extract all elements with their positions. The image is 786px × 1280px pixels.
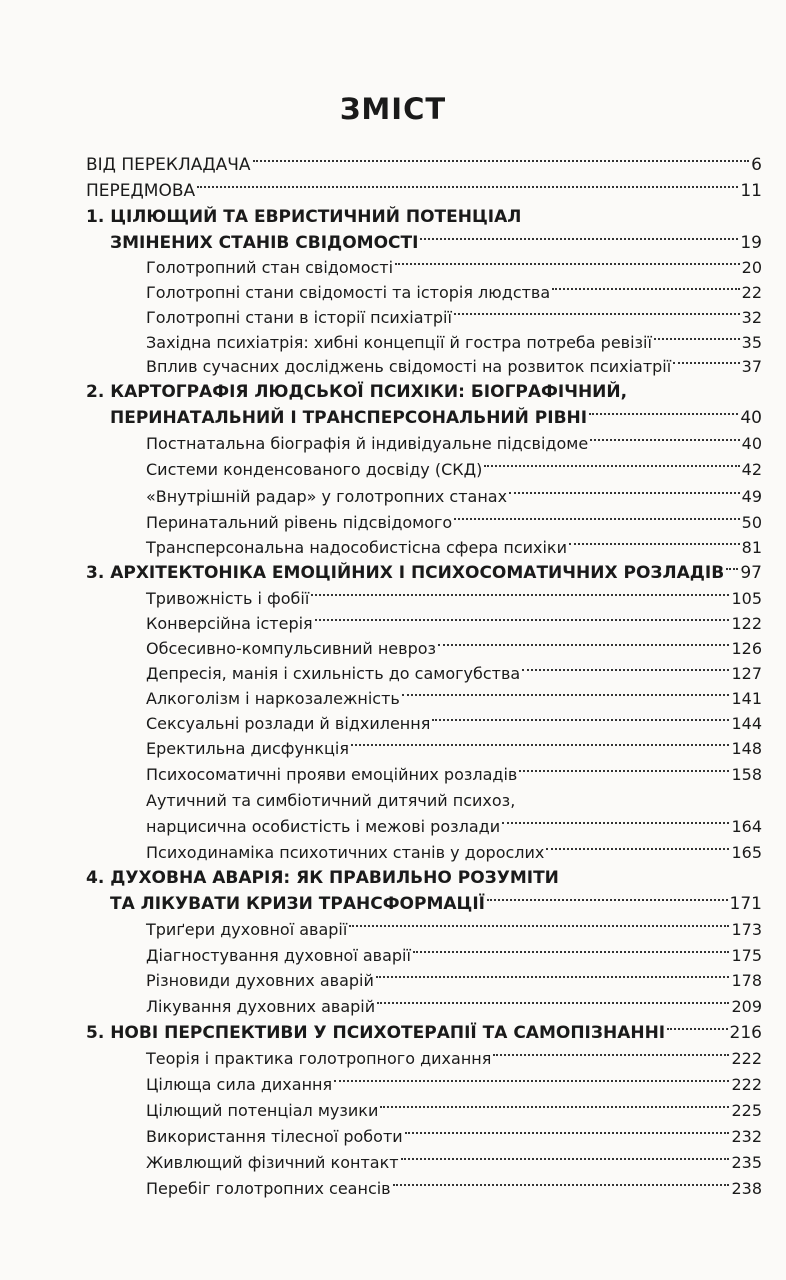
toc-subentry-title-line1: Аутичний та симбіотичний дитячий психоз, [146, 791, 516, 810]
leader-dots [493, 1053, 729, 1056]
leader-dots [569, 542, 740, 545]
toc-subentry-title: Голотропні стани в історії психіатрії [146, 308, 452, 327]
chapter-heading-text: ПЕРИНАТАЛЬНИЙ І ТРАНСПЕРСОНАЛЬНИЙ РІВНІ [110, 408, 588, 428]
toc-subentry-title: Трансперсональна надособистісна сфера психіки [146, 538, 567, 557]
toc-subentry-page: 49 [741, 487, 762, 506]
chapter-page: 97 [740, 563, 762, 583]
toc-subentry-title: Перебіг голотропних сеансів [146, 1179, 391, 1198]
leader-dots [522, 668, 729, 671]
toc-subentry-page: 42 [741, 460, 762, 479]
toc-subentry-page: 81 [741, 538, 762, 557]
chapter-page: 40 [740, 408, 762, 428]
leader-dots [673, 361, 739, 364]
toc-subentry-page: 165 [731, 843, 762, 862]
toc-subentry-page: 105 [731, 589, 762, 608]
leader-dots [454, 312, 740, 315]
leader-dots [197, 185, 738, 188]
toc-subentry-title: Еректильна дисфункція [146, 739, 349, 758]
leader-dots [589, 412, 738, 415]
toc-entry-title: ВІД ПЕРЕКЛАДАЧА [86, 155, 251, 175]
toc-subentry-title: Алкоголізм і наркозалежність [146, 689, 400, 708]
toc-subentry-title: Цілющий потенціал музики [146, 1101, 379, 1120]
leader-dots [253, 159, 750, 162]
leader-dots [402, 693, 730, 696]
toc-subentry-title: Цілюща сила дихання [146, 1075, 333, 1094]
leader-dots [502, 821, 729, 824]
chapter-heading-text: ЗМІНЕНИХ СТАНІВ СВІДОМОСТІ [110, 233, 419, 253]
toc-subentry-title: Голотропний стан свідомості [146, 258, 394, 277]
leader-dots [432, 718, 729, 721]
toc-subentry-page: 50 [741, 513, 762, 532]
leader-dots [311, 593, 729, 596]
leader-dots [395, 262, 740, 265]
toc-subentry-page: 209 [731, 997, 762, 1016]
leader-dots [405, 1131, 730, 1134]
toc-subentry-title: Використання тілесної роботи [146, 1127, 403, 1146]
leader-dots [349, 924, 729, 927]
toc-subentry-title: Лікування духовних аварій [146, 997, 376, 1016]
leader-dots [552, 287, 739, 290]
toc-subentry-title: Діагностування духовної аварії [146, 946, 411, 965]
toc-subentry-page: 164 [731, 817, 762, 836]
toc-subentry-title: Системи конденсованого досвіду (СКД) [146, 460, 483, 479]
toc-subentry-page: 232 [731, 1127, 762, 1146]
leader-dots [351, 743, 729, 746]
leader-dots [377, 1001, 729, 1004]
toc-subentry-page: 40 [741, 434, 762, 453]
toc-subentry-page: 222 [731, 1049, 762, 1068]
leader-dots [454, 517, 739, 520]
toc-subentry-title: Психосоматичні прояви емоційних розладів [146, 765, 518, 784]
toc-subentry-title: Сексуальні розлади й відхилення [146, 714, 431, 733]
leader-dots [376, 975, 730, 978]
toc-subentry-page: 222 [731, 1075, 762, 1094]
toc-entry-title: ПЕРЕДМОВА [86, 181, 196, 201]
toc-subentry-page: 122 [731, 614, 762, 633]
toc-subentry [146, 455, 762, 485]
toc-subentry-page: 235 [731, 1153, 762, 1172]
leader-dots [519, 769, 729, 772]
toc-subentry-title: «Внутрішній радар» у голотропних станах [146, 487, 508, 506]
leader-dots [654, 337, 740, 340]
leader-dots [667, 1027, 727, 1030]
toc-subentry-page: 175 [731, 946, 762, 965]
toc-subentry-page: 22 [741, 283, 762, 302]
toc-entry-page: 6 [751, 155, 762, 175]
toc-subentry-page: 126 [731, 639, 762, 658]
toc-subentry-title: Психодинаміка психотичних станів у дорослих [146, 843, 545, 862]
chapter-page: 216 [729, 1023, 762, 1043]
toc-subentry-page: 225 [731, 1101, 762, 1120]
toc-subentry-page: 127 [731, 664, 762, 683]
toc-subentry-page: 141 [731, 689, 762, 708]
leader-dots [334, 1079, 729, 1082]
leader-dots [487, 898, 728, 901]
toc-subentry-page: 238 [731, 1179, 762, 1198]
toc-subentry-title: Теорія і практика голотропного дихання [146, 1049, 492, 1068]
chapter-page: 171 [729, 894, 762, 914]
toc-subentry-title: Живлющий фізичний контакт [146, 1153, 399, 1172]
chapter-heading-text: 5. НОВІ ПЕРСПЕКТИВИ У ПСИХОТЕРАПІЇ ТА САМОПІЗНАННІ [86, 1023, 666, 1043]
leader-dots [380, 1105, 729, 1108]
leader-dots [590, 438, 739, 441]
toc-subentry-page: 178 [731, 971, 762, 990]
toc-subentry-title: Голотропні стани свідомості та історія людства [146, 283, 551, 302]
toc-subentry-page: 37 [741, 357, 762, 376]
toc-subentry [146, 1174, 762, 1204]
leader-dots [420, 237, 738, 240]
toc-subentry-title: Вплив сучасних досліджень свідомості на розвиток психіатрії [146, 357, 672, 376]
toc-subentry-page: 20 [741, 258, 762, 277]
toc-subentry-title: Різновиди духовних аварій [146, 971, 374, 990]
toc-subentry-page: 173 [731, 920, 762, 939]
leader-dots [484, 464, 739, 467]
toc-subentry-title: нарцисична особистість і межові розлади [146, 817, 501, 836]
leader-dots [509, 491, 740, 494]
leader-dots [401, 1157, 730, 1160]
page-title: ЗМІСТ [339, 92, 447, 126]
chapter-heading-text: ТА ЛІКУВАТИ КРИЗИ ТРАНСФОРМАЦІЇ [110, 894, 485, 914]
chapter-heading: 4. ДУХОВНА АВАРІЯ: ЯК ПРАВИЛЬНО РОЗУМІТИ [86, 868, 559, 888]
chapter-heading: 1. ЦІЛЮЩИЙ ТА ЕВРИСТИЧНИЙ ПОТЕНЦІАЛ [86, 207, 522, 227]
toc-subentry-title: Триґери духовної аварії [146, 920, 348, 939]
toc-subentry-page: 158 [731, 765, 762, 784]
leader-dots [438, 643, 729, 646]
toc-subentry-page: 144 [731, 714, 762, 733]
toc-subentry-title: Постнатальна біографія й індивідуальне підсвідоме [146, 434, 589, 453]
chapter-heading: 2. КАРТОГРАФІЯ ЛЮДСЬКОЇ ПСИХІКИ: БІОГРАФІЧНИЙ, [86, 382, 628, 402]
leader-dots [393, 1183, 730, 1186]
toc-subentry-title: Депресія, манія і схильність до самогубства [146, 664, 521, 683]
chapter-page: 19 [740, 233, 762, 253]
leader-dots [315, 618, 730, 621]
toc-subentry-page: 148 [731, 739, 762, 758]
toc-subentry-page: 35 [741, 333, 762, 352]
toc-entry-page: 11 [740, 181, 762, 201]
leader-dots [726, 567, 738, 570]
leader-dots [413, 950, 730, 953]
leader-dots [546, 847, 729, 850]
toc-subentry-title: Конверсійна істерія [146, 614, 313, 633]
toc-subentry-title: Обсесивно-компульсивний невроз [146, 639, 437, 658]
toc-subentry-title: Західна психіатрія: хибні концепції й гостра потреба ревізії [146, 333, 652, 352]
toc-subentry-page: 32 [741, 308, 762, 327]
chapter-heading-text: 3. АРХІТЕКТОНІКА ЕМОЦІЙНИХ І ПСИХОСОМАТИЧНИХ РОЗЛАДІВ [86, 563, 725, 583]
toc-subentry-title: Тривожність і фобії [146, 589, 310, 608]
toc-subentry-title: Перинатальний рівень підсвідомого [146, 513, 453, 532]
